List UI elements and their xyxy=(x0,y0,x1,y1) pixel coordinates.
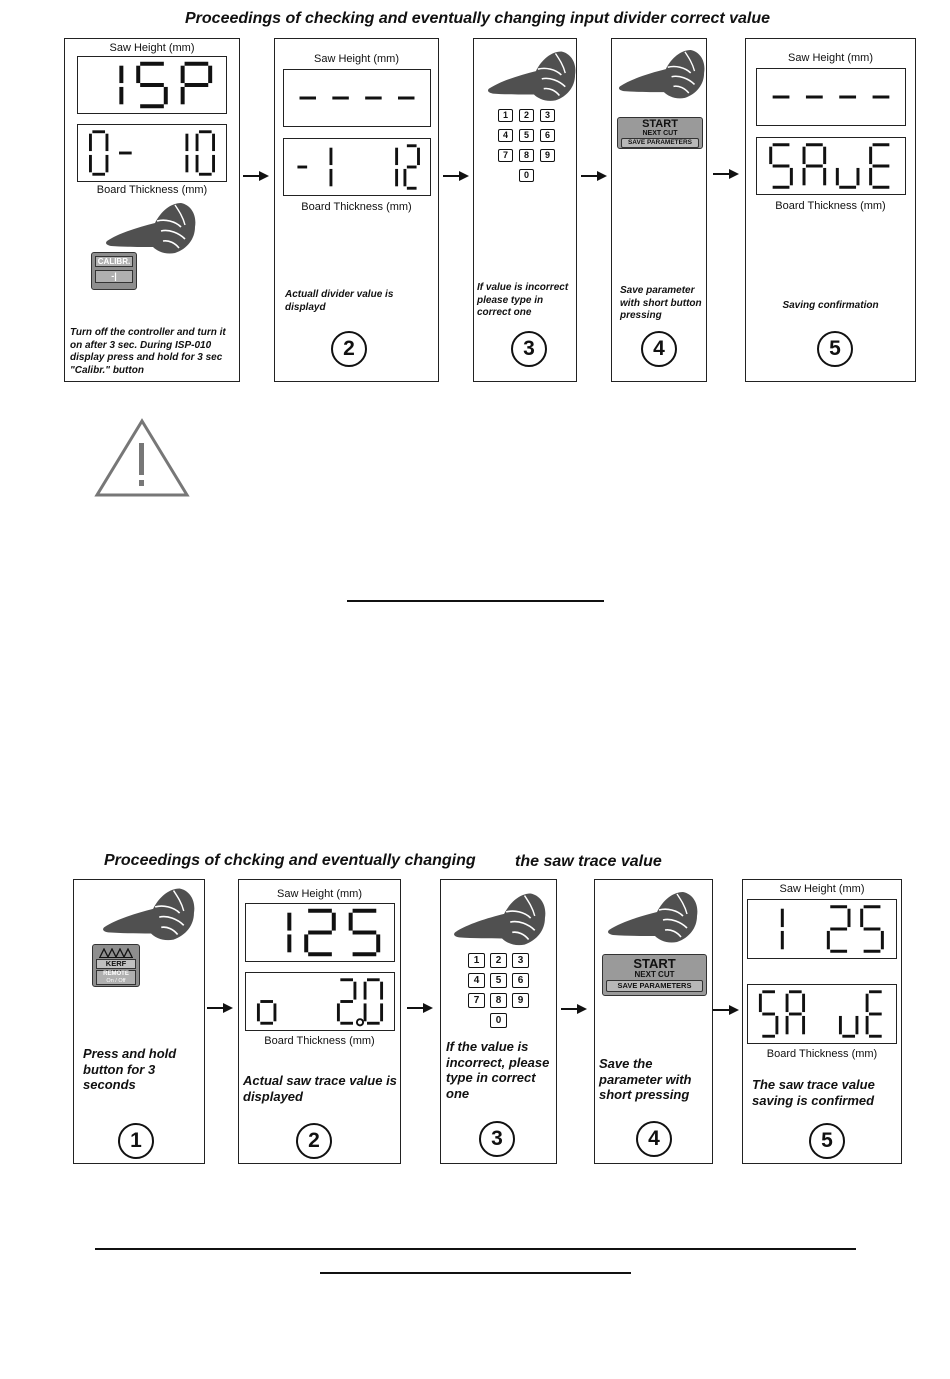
divider-line xyxy=(95,1248,856,1250)
next-cut-label: NEXT CUT xyxy=(634,970,675,979)
board-thickness-label: Board Thickness (mm) xyxy=(96,184,208,196)
display-top xyxy=(756,68,906,126)
numeric-keypad xyxy=(498,109,568,189)
on-off-text: On / Off xyxy=(106,977,126,984)
key-3[interactable]: 3 xyxy=(540,109,555,122)
start-next-cut-button[interactable] xyxy=(617,117,703,149)
display-top-digits xyxy=(78,57,226,113)
display-top-digits xyxy=(757,69,905,125)
start-label: START xyxy=(633,956,676,971)
step-note: Actual saw trace value is displayed xyxy=(243,1073,397,1104)
pointing-hand-icon xyxy=(105,197,197,255)
divider-line xyxy=(320,1272,631,1274)
step-note: Save parameter with short button pressing xyxy=(620,285,702,321)
step-note: Save the parameter with short pressing xyxy=(599,1056,692,1102)
s2-panel-2 xyxy=(238,879,401,1164)
display-bottom xyxy=(756,137,906,195)
pointing-hand-icon xyxy=(487,44,577,104)
display-bottom-digits xyxy=(78,125,226,181)
arrow-right-icon xyxy=(243,170,269,182)
s1-panel-3 xyxy=(473,38,577,382)
arrow-right-icon xyxy=(207,1002,233,1014)
saw-height-label: Saw Height (mm) xyxy=(277,888,362,900)
s2-panel-1 xyxy=(73,879,205,1164)
display-top-digits xyxy=(748,900,896,958)
key-0[interactable]: 0 xyxy=(490,1013,507,1028)
start-next-cut-button[interactable] xyxy=(602,954,707,996)
board-thickness-label: Board Thickness (mm) xyxy=(301,201,412,213)
display-bottom-digits xyxy=(757,138,905,194)
key-7[interactable]: 7 xyxy=(498,149,513,162)
step-number: 4 xyxy=(641,331,677,367)
display-top xyxy=(245,903,395,962)
key-6[interactable]: 6 xyxy=(540,129,555,142)
key-1[interactable]: 1 xyxy=(498,109,513,122)
key-2[interactable]: 2 xyxy=(519,109,534,122)
kerf-saw-icon xyxy=(99,948,133,958)
section2-title-part2: the saw trace value xyxy=(515,853,662,870)
step-note: Press and hold button for 3 seconds xyxy=(83,1046,177,1092)
step-note: If value is incorrect please type in correct one xyxy=(477,282,569,318)
s2-panel-5 xyxy=(742,879,902,1164)
saw-height-label: Saw Height (mm) xyxy=(314,53,399,65)
key-4[interactable]: 4 xyxy=(498,129,513,142)
key-0[interactable]: 0 xyxy=(519,169,534,182)
s1-panel-5 xyxy=(745,38,916,382)
remote-label xyxy=(96,970,136,985)
key-4[interactable]: 4 xyxy=(468,973,485,988)
pointing-hand-icon xyxy=(607,885,699,945)
arrow-right-icon xyxy=(443,170,469,182)
divider-line xyxy=(347,600,604,602)
step-number: 5 xyxy=(809,1123,845,1159)
section2-title-part1: Proceedings of chcking and eventually changing xyxy=(104,852,476,869)
display-top-digits xyxy=(246,904,394,961)
key-5[interactable]: 5 xyxy=(519,129,534,142)
saw-height-label: Saw Height (mm) xyxy=(109,42,195,54)
s1-panel-1 xyxy=(64,38,240,382)
pointing-hand-icon xyxy=(102,882,196,942)
save-parameters-label: SAVE PARAMETERS xyxy=(606,980,703,992)
section1-title: Proceedings of checking and eventually changing input divider correct value xyxy=(185,10,771,27)
decimal-point xyxy=(357,1019,363,1025)
display-bottom xyxy=(747,984,897,1044)
saw-height-label: Saw Height (mm) xyxy=(788,52,873,64)
key-9[interactable]: 9 xyxy=(512,993,529,1008)
save-parameters-label: SAVE PARAMETERS xyxy=(621,138,699,148)
s1-panel-4 xyxy=(611,38,707,382)
s2-panel-3 xyxy=(440,879,557,1164)
display-top-digits xyxy=(284,70,430,126)
step-note: Turn off the controller and turn it on after 3 sec. During ISP-010 display press and hold for 3 sec "Calibr." button xyxy=(70,327,226,376)
key-1[interactable]: 1 xyxy=(468,953,485,968)
step-number: 1 xyxy=(118,1123,154,1159)
s1-panel-2 xyxy=(274,38,439,382)
board-thickness-label: Board Thickness (mm) xyxy=(766,1048,878,1060)
step-number: 3 xyxy=(479,1121,515,1157)
key-2[interactable]: 2 xyxy=(490,953,507,968)
step-number: 2 xyxy=(296,1123,332,1159)
step-number: 5 xyxy=(817,331,853,367)
arrow-right-icon xyxy=(407,1002,433,1014)
warning-triangle-icon xyxy=(94,418,190,498)
display-bottom-digits xyxy=(284,139,430,195)
step-note: Saving confirmation xyxy=(782,300,879,311)
numeric-keypad xyxy=(468,953,540,1033)
key-8[interactable]: 8 xyxy=(490,993,507,1008)
board-thickness-label: Board Thickness (mm) xyxy=(264,1035,375,1047)
pointing-hand-icon xyxy=(618,43,706,101)
display-bottom xyxy=(283,138,431,196)
calibr-button[interactable] xyxy=(91,252,137,290)
saw-height-label: Saw Height (mm) xyxy=(779,883,865,895)
s2-panel-4 xyxy=(594,879,713,1164)
step-number: 2 xyxy=(331,331,367,367)
calibr-button-label: CALIBR. xyxy=(95,256,133,267)
display-top xyxy=(747,899,897,959)
key-3[interactable]: 3 xyxy=(512,953,529,968)
next-cut-label: NEXT CUT xyxy=(642,130,678,137)
step-note: Actuall divider value is displayd xyxy=(285,289,394,313)
step-note: The saw trace value saving is confirmed xyxy=(752,1077,875,1108)
key-7[interactable]: 7 xyxy=(468,993,485,1008)
display-top xyxy=(77,56,227,114)
arrow-right-icon xyxy=(581,170,607,182)
key-5[interactable]: 5 xyxy=(490,973,507,988)
pointing-hand-icon xyxy=(453,886,547,948)
divider-icon: -| xyxy=(95,270,133,283)
board-thickness-label: Board Thickness (mm) xyxy=(775,200,886,212)
display-top xyxy=(283,69,431,127)
kerf-label: KERF xyxy=(96,959,136,969)
step-number: 4 xyxy=(636,1121,672,1157)
display-bottom xyxy=(245,972,395,1031)
kerf-button[interactable] xyxy=(92,944,140,987)
display-bottom xyxy=(77,124,227,182)
arrow-right-icon xyxy=(561,1003,587,1015)
arrow-right-icon xyxy=(713,1004,739,1016)
remote-text: REMOTE xyxy=(103,971,129,977)
display-bottom-digits xyxy=(246,973,394,1030)
start-label: START xyxy=(642,118,678,130)
step-number: 3 xyxy=(511,331,547,367)
display-bottom-digits xyxy=(748,985,896,1043)
key-6[interactable]: 6 xyxy=(512,973,529,988)
step-note: If the value is incorrect, please type in correct one xyxy=(446,1039,550,1101)
key-8[interactable]: 8 xyxy=(519,149,534,162)
arrow-right-icon xyxy=(713,168,739,180)
key-9[interactable]: 9 xyxy=(540,149,555,162)
